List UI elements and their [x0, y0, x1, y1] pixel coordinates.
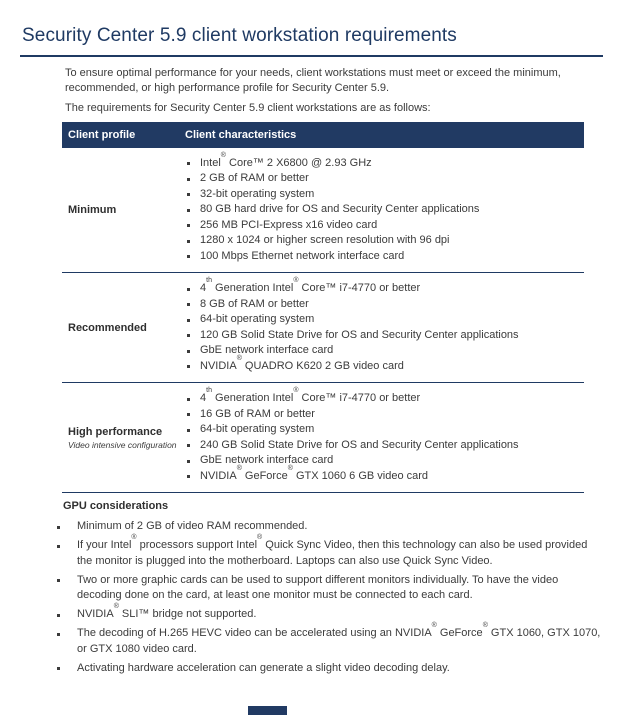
bullet-icon: [57, 667, 60, 670]
bullet-icon: [57, 545, 60, 548]
bullet-icon: [187, 398, 190, 401]
bullet-icon: [187, 429, 190, 432]
characteristic-item: 32-bit operating system: [185, 187, 584, 203]
gpu-consideration-item: NVIDIA® SLI™ bridge not supported.: [55, 607, 603, 623]
bullet-icon: [187, 413, 190, 416]
bullet-icon: [187, 224, 190, 227]
registered-trademark-symbol: ®: [293, 387, 299, 395]
profile-name: Minimum: [68, 203, 117, 216]
registered-trademark-symbol: ®: [131, 534, 137, 542]
characteristic-item: 256 MB PCI-Express x16 video card: [185, 218, 584, 234]
bullet-icon: [187, 209, 190, 212]
bullet-icon: [187, 444, 190, 447]
profile-label-cell: [62, 273, 185, 382]
profile-row: [62, 148, 584, 273]
column-header-client-characteristics: Client characteristics: [185, 128, 297, 141]
table-body: [62, 148, 584, 494]
bullet-icon: [187, 288, 190, 291]
gpu-consideration-item: The decoding of H.265 HEVC video can be accelerated using an NVIDIA® GeForce® GTX 1060, GTX 1070, or GTX 1080 video card.: [55, 626, 603, 657]
characteristic-item: NVIDIA® QUADRO K620 2 GB video card: [185, 359, 584, 375]
intro-section: [65, 66, 573, 116]
title-divider: [20, 55, 603, 57]
registered-trademark-symbol: ®: [236, 464, 242, 472]
gpu-considerations-section: [55, 500, 603, 676]
bullet-icon: [187, 475, 190, 478]
gpu-considerations-list: [55, 519, 603, 676]
profile-row: [62, 382, 584, 492]
bullet-icon: [57, 633, 60, 636]
characteristic-item: 16 GB of RAM or better: [185, 407, 584, 423]
next-section-header-partial: [248, 706, 287, 715]
bullet-icon: [187, 334, 190, 337]
characteristic-item: 64-bit operating system: [185, 422, 584, 438]
characteristic-item: NVIDIA® GeForce® GTX 1060 6 GB video card: [185, 469, 584, 485]
bullet-icon: [187, 255, 190, 258]
registered-trademark-symbol: ®: [293, 277, 299, 285]
profile-label-cell: [62, 148, 185, 273]
characteristic-item: 4th Generation Intel® Core™ i7-4770 or better: [185, 391, 584, 407]
characteristics-list: [185, 273, 584, 382]
bullet-icon: [187, 178, 190, 181]
profile-subtitle: Video intensive configuration: [68, 439, 177, 450]
characteristic-item: Intel® Core™ 2 X6800 @ 2.93 GHz: [185, 156, 584, 172]
intro-paragraph-1: To ensure optimal performance for your needs, client workstations must meet or exceed the minimum, recommended, or high performance profile for Security Center 5.9.: [65, 67, 561, 94]
characteristic-item: 2 GB of RAM or better: [185, 171, 584, 187]
bullet-icon: [187, 240, 190, 243]
table-header-row: [62, 122, 584, 148]
page-title: Security Center 5.9 client workstation requirements: [22, 25, 457, 46]
profile-row: [62, 272, 584, 382]
registered-trademark-symbol: ®: [257, 534, 263, 542]
requirements-table: [62, 122, 584, 494]
bullet-icon: [187, 365, 190, 368]
characteristic-item: 4th Generation Intel® Core™ i7-4770 or better: [185, 281, 584, 297]
registered-trademark-symbol: ®: [113, 603, 119, 611]
characteristic-item: GbE network interface card: [185, 343, 584, 359]
bullet-icon: [57, 614, 60, 617]
characteristic-item: 8 GB of RAM or better: [185, 297, 584, 313]
characteristics-list: [185, 148, 584, 273]
gpu-consideration-item: Two or more graphic cards can be used to support different monitors individually. To have the video decoding done on the card, at least one monitor must be connected to each card.: [55, 573, 603, 604]
bullet-icon: [187, 319, 190, 322]
column-header-client-profile: Client profile: [68, 128, 136, 141]
characteristic-item: 64-bit operating system: [185, 312, 584, 328]
bullet-icon: [187, 460, 190, 463]
characteristic-item: 100 Mbps Ethernet network interface card: [185, 249, 584, 265]
profile-label-cell: [62, 383, 185, 492]
characteristics-list: [185, 383, 584, 492]
characteristic-item: GbE network interface card: [185, 453, 584, 469]
gpu-consideration-item: If your Intel® processors support Intel® Quick Sync Video, then this technology can also be used provided the monitor is plugged into the motherboard. Laptops can also use Quick Sync Video.: [55, 538, 603, 569]
bullet-icon: [187, 303, 190, 306]
profile-name: Recommended: [68, 321, 147, 334]
bullet-icon: [187, 193, 190, 196]
bullet-icon: [187, 350, 190, 353]
registered-trademark-symbol: ®: [431, 622, 437, 630]
gpu-consideration-item: Minimum of 2 GB of video RAM recommended.: [55, 519, 603, 535]
characteristic-item: 120 GB Solid State Drive for OS and Security Center applications: [185, 328, 584, 344]
registered-trademark-symbol: ®: [287, 464, 293, 472]
bullet-icon: [57, 526, 60, 529]
registered-trademark-symbol: ®: [482, 622, 488, 630]
gpu-consideration-item: Activating hardware acceleration can generate a slight video decoding delay.: [55, 661, 603, 677]
profile-name: High performance: [68, 425, 163, 438]
registered-trademark-symbol: ®: [220, 151, 226, 159]
characteristic-item: 80 GB hard drive for OS and Security Center applications: [185, 202, 584, 218]
intro-paragraph-2: The requirements for Security Center 5.9 client workstations are as follows:: [65, 102, 431, 114]
characteristic-item: 1280 x 1024 or higher screen resolution with 96 dpi: [185, 233, 584, 249]
bullet-icon: [57, 579, 60, 582]
gpu-considerations-heading: GPU considerations: [63, 500, 169, 512]
bullet-icon: [187, 162, 190, 165]
registered-trademark-symbol: ®: [236, 354, 242, 362]
characteristic-item: 240 GB Solid State Drive for OS and Security Center applications: [185, 438, 584, 454]
